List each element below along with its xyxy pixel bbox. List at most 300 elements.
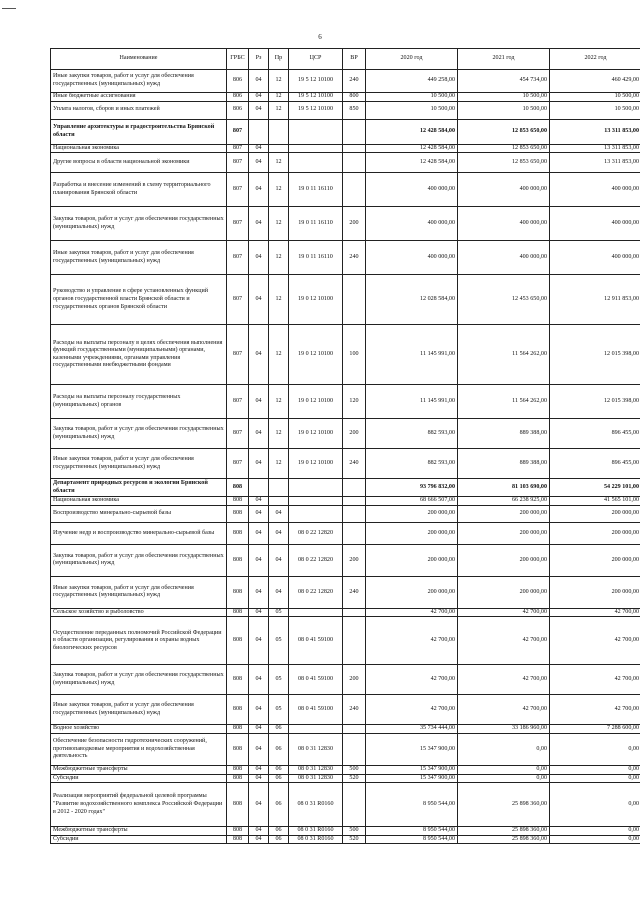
cell-2022: 7 288 600,00 (550, 725, 640, 734)
cell-2021: 0,00 (458, 766, 550, 775)
table-row (51, 385, 640, 419)
cell-grbs: 808 (227, 608, 249, 617)
cell-name: Осуществление переданных полномочий Российской Федерации в области организации, регулирования и охраны водных биологических ресурсов (51, 617, 227, 665)
cell-csr: 08 0 31 12830 (289, 734, 343, 766)
cell-vr (343, 734, 366, 766)
cell-pr: 05 (269, 608, 289, 617)
cell-vr: 240 (343, 576, 366, 608)
table-row (51, 153, 640, 173)
cell-rz: 04 (249, 608, 269, 617)
table-row (51, 275, 640, 325)
cell-2022: 41 565 101,00 (550, 497, 640, 506)
table-row (51, 783, 640, 827)
cell-grbs: 808 (227, 479, 249, 497)
cell-grbs: 807 (227, 173, 249, 207)
cell-rz: 04 (249, 766, 269, 775)
cell-name: Обеспечение безопасности гидротехнических сооружений, противопаводковые мероприятия и водохозяйственная деятельность (51, 734, 227, 766)
cell-vr: 500 (343, 766, 366, 775)
cell-name: Закупка товаров, работ и услуг для обеспечения государственных (муниципальных) нужд (51, 665, 227, 695)
cell-pr: 05 (269, 665, 289, 695)
cell-vr (343, 479, 366, 497)
table-row (51, 734, 640, 766)
cell-rz: 04 (249, 576, 269, 608)
cell-2020: 8 950 544,00 (366, 783, 458, 827)
cell-grbs: 807 (227, 119, 249, 144)
table-row (51, 665, 640, 695)
cell-grbs: 807 (227, 144, 249, 153)
cell-grbs: 808 (227, 827, 249, 836)
cell-name: Субсидии (51, 774, 227, 783)
table-row (51, 522, 640, 544)
cell-pr: 12 (269, 385, 289, 419)
cell-grbs: 808 (227, 617, 249, 665)
cell-rz: 04 (249, 70, 269, 93)
col-2021-header: 2021 год (458, 49, 550, 70)
cell-vr (343, 144, 366, 153)
cell-csr (289, 497, 343, 506)
cell-rz: 04 (249, 419, 269, 449)
cell-vr: 200 (343, 665, 366, 695)
cell-grbs: 808 (227, 544, 249, 576)
cell-2022: 400 000,00 (550, 207, 640, 241)
cell-2021: 12 853 650,00 (458, 153, 550, 173)
cell-name: Иные закупки товаров, работ и услуг для обеспечения государственных (муниципальных) нужд (51, 70, 227, 93)
cell-2022: 200 000,00 (550, 522, 640, 544)
cell-vr: 800 (343, 93, 366, 102)
cell-pr: 05 (269, 617, 289, 665)
cell-rz: 04 (249, 827, 269, 836)
cell-name: Другие вопросы в области национальной экономики (51, 153, 227, 173)
cell-rz: 04 (249, 665, 269, 695)
cell-vr: 200 (343, 207, 366, 241)
cell-2022: 0,00 (550, 766, 640, 775)
cell-grbs: 807 (227, 153, 249, 173)
cell-csr: 19 0 11 16110 (289, 173, 343, 207)
cell-2022: 54 229 101,00 (550, 479, 640, 497)
cell-2021: 42 700,00 (458, 608, 550, 617)
cell-rz: 04 (249, 835, 269, 844)
cell-grbs: 807 (227, 449, 249, 479)
cell-2020: 882 593,00 (366, 419, 458, 449)
cell-rz: 04 (249, 695, 269, 725)
cell-grbs: 807 (227, 419, 249, 449)
cell-vr (343, 497, 366, 506)
cell-csr: 08 0 31 R0160 (289, 835, 343, 844)
cell-vr (343, 119, 366, 144)
cell-grbs: 808 (227, 734, 249, 766)
cell-rz: 04 (249, 734, 269, 766)
cell-csr: 19 0 12 10100 (289, 275, 343, 325)
cell-grbs: 808 (227, 576, 249, 608)
cell-grbs: 808 (227, 766, 249, 775)
table-row (51, 725, 640, 734)
cell-name: Расходы на выплаты персоналу государственных (муниципальных) органов (51, 385, 227, 419)
cell-pr: 06 (269, 835, 289, 844)
cell-name: Субсидии (51, 835, 227, 844)
cell-name: Иные закупки товаров, работ и услуг для обеспечения государственных (муниципальных) нужд (51, 449, 227, 479)
cell-2022: 42 700,00 (550, 695, 640, 725)
cell-2021: 11 564 262,00 (458, 385, 550, 419)
cell-2022: 12 015 398,00 (550, 385, 640, 419)
cell-pr: 04 (269, 522, 289, 544)
cell-csr: 19 0 11 16110 (289, 207, 343, 241)
cell-pr (269, 144, 289, 153)
cell-csr (289, 505, 343, 522)
cell-2022: 0,00 (550, 783, 640, 827)
cell-vr (343, 275, 366, 325)
cell-2022: 13 311 853,00 (550, 153, 640, 173)
cell-2022: 200 000,00 (550, 576, 640, 608)
cell-vr: 240 (343, 241, 366, 275)
cell-pr (269, 479, 289, 497)
cell-csr: 19 5 12 10100 (289, 70, 343, 93)
cell-2020: 400 000,00 (366, 207, 458, 241)
cell-vr (343, 725, 366, 734)
cell-2021: 200 000,00 (458, 544, 550, 576)
cell-grbs: 808 (227, 725, 249, 734)
cell-pr: 12 (269, 173, 289, 207)
cell-2022: 0,00 (550, 827, 640, 836)
cell-grbs: 806 (227, 70, 249, 93)
col-pr-header: Пр (269, 49, 289, 70)
cell-vr: 240 (343, 695, 366, 725)
cell-2020: 882 593,00 (366, 449, 458, 479)
cell-csr: 19 0 12 10100 (289, 325, 343, 385)
cell-2020: 42 700,00 (366, 665, 458, 695)
cell-2021: 889 388,00 (458, 449, 550, 479)
cell-name: Закупка товаров, работ и услуг для обеспечения государственных (муниципальных) нужд (51, 544, 227, 576)
cell-2022: 10 500,00 (550, 101, 640, 119)
cell-rz: 04 (249, 617, 269, 665)
cell-name: Закупка товаров, работ и услуг для обеспечения государственных (муниципальных) нужд (51, 207, 227, 241)
table-row (51, 827, 640, 836)
cell-rz: 04 (249, 783, 269, 827)
cell-csr: 19 0 12 10100 (289, 449, 343, 479)
cell-2021: 0,00 (458, 774, 550, 783)
cell-pr: 12 (269, 70, 289, 93)
cell-rz: 04 (249, 774, 269, 783)
cell-rz: 04 (249, 173, 269, 207)
cell-2020: 42 700,00 (366, 695, 458, 725)
cell-pr (269, 119, 289, 144)
cell-name: Межбюджетные трансферты (51, 827, 227, 836)
cell-2021: 12 453 650,00 (458, 275, 550, 325)
cell-2020: 15 347 900,00 (366, 766, 458, 775)
cell-name: Иные закупки товаров, работ и услуг для обеспечения государственных (муниципальных) нужд (51, 241, 227, 275)
cell-name: Управление архитектуры и градостроительства Брянской области (51, 119, 227, 144)
corner-mark (2, 8, 16, 9)
cell-2020: 200 000,00 (366, 576, 458, 608)
cell-csr: 08 0 22 12820 (289, 522, 343, 544)
cell-2021: 0,00 (458, 734, 550, 766)
cell-pr: 04 (269, 576, 289, 608)
col-vr-header: ВР (343, 49, 366, 70)
cell-2020: 8 950 544,00 (366, 827, 458, 836)
cell-csr (289, 608, 343, 617)
cell-2020: 10 500,00 (366, 93, 458, 102)
cell-rz: 04 (249, 207, 269, 241)
cell-csr (289, 153, 343, 173)
cell-name: Национальная экономика (51, 497, 227, 506)
cell-name: Сельское хозяйство и рыболовство (51, 608, 227, 617)
cell-name: Воспроизводство минерально-сырьевой базы (51, 505, 227, 522)
table-row (51, 766, 640, 775)
cell-2020: 200 000,00 (366, 522, 458, 544)
cell-name: Разработка и внесение изменений в схему территориального планирования Брянской области (51, 173, 227, 207)
cell-grbs: 808 (227, 522, 249, 544)
cell-pr: 12 (269, 207, 289, 241)
cell-name: Иные закупки товаров, работ и услуг для обеспечения государственных (муниципальных) нужд (51, 576, 227, 608)
cell-rz: 04 (249, 325, 269, 385)
cell-vr (343, 608, 366, 617)
cell-grbs: 808 (227, 665, 249, 695)
table-row (51, 835, 640, 844)
cell-2021: 81 103 690,00 (458, 479, 550, 497)
table-row (51, 207, 640, 241)
table-row (51, 608, 640, 617)
cell-pr: 06 (269, 734, 289, 766)
cell-2020: 42 700,00 (366, 608, 458, 617)
cell-2020: 10 500,00 (366, 101, 458, 119)
table-row (51, 419, 640, 449)
cell-vr: 240 (343, 449, 366, 479)
cell-2022: 10 500,00 (550, 93, 640, 102)
cell-2022: 400 000,00 (550, 241, 640, 275)
cell-csr: 08 0 31 12830 (289, 766, 343, 775)
cell-rz: 04 (249, 725, 269, 734)
table-row (51, 101, 640, 119)
cell-vr: 100 (343, 325, 366, 385)
cell-2022: 13 311 853,00 (550, 144, 640, 153)
cell-csr: 19 0 12 10100 (289, 419, 343, 449)
cell-name: Национальная экономика (51, 144, 227, 153)
cell-rz: 04 (249, 144, 269, 153)
cell-vr (343, 617, 366, 665)
cell-2021: 42 700,00 (458, 695, 550, 725)
cell-name: Руководство и управление в сфере установленных функций органов государственной власти Брянской области и государственных органов Брянской области (51, 275, 227, 325)
cell-2021: 200 000,00 (458, 505, 550, 522)
cell-2020: 12 028 584,00 (366, 275, 458, 325)
cell-2021: 25 898 360,00 (458, 835, 550, 844)
cell-pr: 12 (269, 101, 289, 119)
cell-2022: 42 700,00 (550, 665, 640, 695)
cell-2020: 400 000,00 (366, 241, 458, 275)
cell-vr: 850 (343, 101, 366, 119)
cell-2021: 42 700,00 (458, 665, 550, 695)
cell-rz: 04 (249, 505, 269, 522)
table-row (51, 449, 640, 479)
cell-2021: 10 500,00 (458, 101, 550, 119)
cell-vr: 500 (343, 827, 366, 836)
cell-name: Реализация мероприятий федеральной целевой программы "Развитие водохозяйственного комплекса Российской Федерации в 2012 - 2020 годах" (51, 783, 227, 827)
cell-rz: 04 (249, 93, 269, 102)
cell-grbs: 808 (227, 774, 249, 783)
cell-2021: 400 000,00 (458, 241, 550, 275)
table-row (51, 119, 640, 144)
table-row (51, 497, 640, 506)
cell-csr: 19 0 12 10100 (289, 385, 343, 419)
cell-2021: 25 898 360,00 (458, 827, 550, 836)
cell-csr: 08 0 31 12830 (289, 774, 343, 783)
cell-2022: 200 000,00 (550, 505, 640, 522)
cell-csr: 08 0 22 12820 (289, 576, 343, 608)
cell-csr (289, 725, 343, 734)
cell-vr: 120 (343, 385, 366, 419)
cell-csr: 19 5 12 10100 (289, 101, 343, 119)
table-row (51, 576, 640, 608)
cell-rz: 04 (249, 275, 269, 325)
cell-csr: 08 0 31 R0160 (289, 827, 343, 836)
cell-grbs: 806 (227, 93, 249, 102)
cell-csr: 08 0 41 59100 (289, 665, 343, 695)
cell-2022: 896 455,00 (550, 419, 640, 449)
cell-rz: 04 (249, 385, 269, 419)
cell-2021: 12 853 650,00 (458, 144, 550, 153)
cell-name: Закупка товаров, работ и услуг для обеспечения государственных (муниципальных) нужд (51, 419, 227, 449)
cell-grbs: 807 (227, 241, 249, 275)
cell-2021: 42 700,00 (458, 617, 550, 665)
cell-2021: 200 000,00 (458, 576, 550, 608)
table-row (51, 479, 640, 497)
cell-2022: 42 700,00 (550, 617, 640, 665)
cell-2021: 454 734,00 (458, 70, 550, 93)
cell-vr (343, 522, 366, 544)
cell-grbs: 808 (227, 835, 249, 844)
cell-2021: 66 238 925,00 (458, 497, 550, 506)
cell-2022: 0,00 (550, 835, 640, 844)
cell-pr: 12 (269, 275, 289, 325)
cell-2022: 42 700,00 (550, 608, 640, 617)
table-row (51, 93, 640, 102)
cell-pr: 04 (269, 505, 289, 522)
cell-csr: 08 0 41 59100 (289, 695, 343, 725)
cell-2020: 15 347 900,00 (366, 774, 458, 783)
cell-2022: 12 015 398,00 (550, 325, 640, 385)
cell-pr: 12 (269, 241, 289, 275)
table-row (51, 325, 640, 385)
cell-grbs: 808 (227, 497, 249, 506)
cell-name: Уплата налогов, сборов и иных платежей (51, 101, 227, 119)
cell-grbs: 808 (227, 505, 249, 522)
cell-rz: 04 (249, 449, 269, 479)
cell-pr: 06 (269, 725, 289, 734)
cell-2021: 889 388,00 (458, 419, 550, 449)
cell-2021: 400 000,00 (458, 207, 550, 241)
cell-2020: 12 428 584,00 (366, 144, 458, 153)
table-row (51, 505, 640, 522)
cell-rz: 04 (249, 497, 269, 506)
cell-pr: 06 (269, 827, 289, 836)
cell-csr: 08 0 41 59100 (289, 617, 343, 665)
cell-2020: 11 145 991,00 (366, 325, 458, 385)
cell-2021: 11 564 262,00 (458, 325, 550, 385)
cell-csr: 19 0 11 16110 (289, 241, 343, 275)
table-header-row (51, 49, 640, 70)
table-row (51, 544, 640, 576)
page-number: 6 (318, 33, 322, 41)
table-row (51, 617, 640, 665)
cell-2020: 68 666 507,00 (366, 497, 458, 506)
cell-csr (289, 119, 343, 144)
cell-grbs: 808 (227, 783, 249, 827)
cell-rz: 04 (249, 544, 269, 576)
cell-2020: 8 950 544,00 (366, 835, 458, 844)
cell-pr: 12 (269, 153, 289, 173)
cell-2021: 10 500,00 (458, 93, 550, 102)
cell-2020: 93 796 832,00 (366, 479, 458, 497)
cell-pr: 04 (269, 544, 289, 576)
cell-2021: 25 898 360,00 (458, 783, 550, 827)
cell-grbs: 808 (227, 695, 249, 725)
cell-2022: 400 000,00 (550, 173, 640, 207)
cell-grbs: 807 (227, 207, 249, 241)
col-2022-header: 2022 год (550, 49, 640, 70)
cell-name: Изучение недр и воспроизводство минерально-сырьевой базы (51, 522, 227, 544)
cell-name: Иные закупки товаров, работ и услуг для обеспечения государственных (муниципальных) нужд (51, 695, 227, 725)
cell-2020: 42 700,00 (366, 617, 458, 665)
cell-pr: 05 (269, 695, 289, 725)
cell-pr: 12 (269, 325, 289, 385)
cell-csr: 08 0 22 12820 (289, 544, 343, 576)
cell-2020: 200 000,00 (366, 544, 458, 576)
cell-name: Департамент природных ресурсов и экологии Брянской области (51, 479, 227, 497)
cell-vr (343, 173, 366, 207)
cell-2022: 896 455,00 (550, 449, 640, 479)
cell-rz: 04 (249, 101, 269, 119)
cell-rz: 04 (249, 241, 269, 275)
cell-vr: 240 (343, 70, 366, 93)
cell-2022: 0,00 (550, 774, 640, 783)
table-row (51, 774, 640, 783)
cell-csr: 19 5 12 10100 (289, 93, 343, 102)
cell-grbs: 807 (227, 385, 249, 419)
table-row (51, 241, 640, 275)
cell-vr (343, 153, 366, 173)
cell-2022: 12 911 853,00 (550, 275, 640, 325)
col-csr-header: ЦСР (289, 49, 343, 70)
cell-pr: 12 (269, 419, 289, 449)
table-body (51, 70, 640, 844)
cell-rz: 04 (249, 153, 269, 173)
cell-2021: 12 853 650,00 (458, 119, 550, 144)
col-rz-header: Рз (249, 49, 269, 70)
cell-grbs: 807 (227, 275, 249, 325)
cell-vr: 200 (343, 419, 366, 449)
cell-pr: 12 (269, 93, 289, 102)
cell-2021: 400 000,00 (458, 173, 550, 207)
cell-name: Расходы на выплаты персоналу в целях обеспечения выполнения функций государственными (муниципальными) органами, казенными учреждениями, органами управления государственными внебюджетными фондами (51, 325, 227, 385)
cell-vr: 520 (343, 774, 366, 783)
cell-2022: 0,00 (550, 734, 640, 766)
col-grbs-header: ГРБС (227, 49, 249, 70)
table-row (51, 70, 640, 93)
budget-table (50, 48, 640, 844)
cell-2020: 11 145 991,00 (366, 385, 458, 419)
cell-2020: 35 734 444,00 (366, 725, 458, 734)
cell-pr (269, 497, 289, 506)
col-2020-header: 2020 год (366, 49, 458, 70)
cell-rz: 04 (249, 522, 269, 544)
cell-csr: 08 0 31 R0160 (289, 783, 343, 827)
cell-rz (249, 479, 269, 497)
cell-2020: 400 000,00 (366, 173, 458, 207)
cell-2020: 200 000,00 (366, 505, 458, 522)
cell-pr: 12 (269, 449, 289, 479)
cell-name: Межбюджетные трансферты (51, 766, 227, 775)
cell-2021: 200 000,00 (458, 522, 550, 544)
cell-2020: 12 428 584,00 (366, 153, 458, 173)
cell-grbs: 807 (227, 325, 249, 385)
